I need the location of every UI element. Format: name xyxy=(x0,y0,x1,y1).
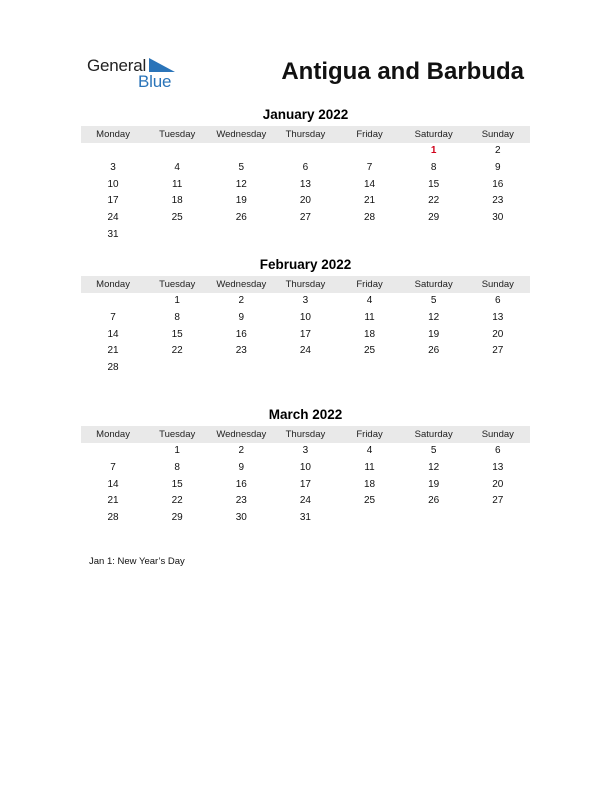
week-row xyxy=(81,193,530,210)
day-cell: 22 xyxy=(171,495,183,507)
day-cell: 9 xyxy=(238,311,245,323)
day-cell xyxy=(273,143,337,160)
day-cell xyxy=(402,227,466,244)
day-cell: 23 xyxy=(235,345,247,357)
day-cell xyxy=(402,360,466,377)
week-row xyxy=(81,293,530,310)
day-cell: 21 xyxy=(107,495,119,507)
week-row xyxy=(81,143,530,160)
day-cell xyxy=(209,360,273,377)
holiday-notes xyxy=(89,556,185,567)
day-cell: 1 xyxy=(174,445,180,456)
day-cell: 9 xyxy=(495,161,501,173)
day-cell: 15 xyxy=(171,328,183,340)
day-cell xyxy=(466,360,530,377)
weekday-header-row xyxy=(81,276,530,293)
weekday-label: Monday xyxy=(96,129,130,140)
day-cell xyxy=(81,293,145,310)
day-cell: 12 xyxy=(428,311,440,323)
day-cell: 19 xyxy=(235,195,247,207)
logo-triangle-icon xyxy=(149,58,175,72)
day-cell: 4 xyxy=(366,295,373,306)
weekday-label: Wednesday xyxy=(216,429,267,440)
weekday-label: Wednesday xyxy=(216,279,267,290)
day-cell xyxy=(466,510,530,527)
page-title: Antigua and Barbuda xyxy=(281,58,524,85)
week-row xyxy=(81,510,530,527)
weekday-label: Sunday xyxy=(481,429,514,440)
weekday-label: Tuesday xyxy=(159,429,196,440)
day-cell: 20 xyxy=(492,328,504,340)
day-cell: 11 xyxy=(364,461,375,473)
week-row xyxy=(81,210,530,227)
day-cell: 5 xyxy=(238,161,245,173)
general-blue-logo xyxy=(87,56,187,92)
day-cell: 14 xyxy=(107,328,119,340)
day-cell: 13 xyxy=(492,461,504,473)
day-cell xyxy=(145,360,209,377)
day-cell: 19 xyxy=(428,478,440,490)
day-cell xyxy=(209,227,273,244)
day-cell: 31 xyxy=(299,512,311,524)
day-cell: 11 xyxy=(171,178,183,190)
week-row xyxy=(81,227,530,244)
day-cell xyxy=(466,227,530,244)
day-cell: 25 xyxy=(364,495,376,507)
day-cell: 23 xyxy=(235,495,247,507)
day-cell: 26 xyxy=(428,345,440,357)
weekday-label: Saturday xyxy=(414,279,453,290)
day-cell: 2 xyxy=(238,445,245,456)
month-title: January 2022 xyxy=(262,107,349,122)
day-cell: 25 xyxy=(364,345,376,357)
day-cell xyxy=(273,227,337,244)
logo-text-blue: Blue xyxy=(138,72,172,91)
day-cell: 10 xyxy=(107,178,119,190)
week-row xyxy=(81,360,530,377)
day-cell: 7 xyxy=(366,161,373,173)
day-cell: 14 xyxy=(107,478,119,490)
weekday-label: Thursday xyxy=(285,279,326,290)
day-cell: 11 xyxy=(364,311,375,323)
weekday-label: Wednesday xyxy=(216,129,267,140)
day-cell: 15 xyxy=(428,178,440,190)
day-cell: 3 xyxy=(302,445,309,456)
holiday-note: Jan 1: New Year’s Day xyxy=(89,556,185,567)
day-cell: 27 xyxy=(492,345,504,357)
day-cell: 22 xyxy=(428,195,440,207)
weekday-label: Saturday xyxy=(414,129,453,140)
day-cell: 30 xyxy=(492,212,504,224)
day-cell: 8 xyxy=(430,161,437,173)
month-calendar xyxy=(81,406,530,527)
day-cell: 16 xyxy=(492,178,504,190)
day-cell: 3 xyxy=(302,295,309,306)
day-cell: 10 xyxy=(299,311,311,323)
day-cell: 17 xyxy=(107,195,119,207)
day-cell: 22 xyxy=(171,345,183,357)
day-cell: 6 xyxy=(495,445,501,456)
day-cell: 28 xyxy=(364,212,376,224)
weekday-label: Friday xyxy=(356,429,383,440)
day-cell: 24 xyxy=(299,345,311,357)
day-cell: 21 xyxy=(107,345,119,357)
day-cell: 5 xyxy=(430,295,437,306)
day-cell: 7 xyxy=(110,461,116,473)
month-title: February 2022 xyxy=(259,257,352,272)
month-calendar xyxy=(81,106,530,244)
day-cell xyxy=(338,360,402,377)
day-cell: 19 xyxy=(428,328,440,340)
day-cell: 30 xyxy=(235,512,247,524)
day-cell: 29 xyxy=(428,212,440,224)
day-cell: 16 xyxy=(235,328,247,340)
month-calendar xyxy=(81,256,530,377)
day-cell: 12 xyxy=(235,178,247,190)
day-cell: 9 xyxy=(238,461,245,473)
day-cell: 26 xyxy=(428,495,440,507)
day-cell: 13 xyxy=(299,178,311,190)
month-title: March 2022 xyxy=(268,407,343,422)
day-cell: 18 xyxy=(364,478,376,490)
weekday-label: Friday xyxy=(356,129,383,140)
logo-text-general: General xyxy=(87,56,147,75)
weekday-header-row xyxy=(81,126,530,143)
day-cell: 2 xyxy=(238,295,245,306)
weekday-label: Thursday xyxy=(285,429,326,440)
week-row xyxy=(81,443,530,460)
day-cell: 28 xyxy=(107,512,119,524)
day-cell: 3 xyxy=(110,161,116,173)
day-cell: 23 xyxy=(492,195,504,207)
day-cell xyxy=(81,443,145,460)
day-cell xyxy=(338,510,402,527)
day-cell: 20 xyxy=(299,195,311,207)
day-cell: 12 xyxy=(428,461,440,473)
day-cell: 27 xyxy=(299,212,311,224)
day-cell: 21 xyxy=(364,195,376,207)
holiday-day-cell: 1 xyxy=(430,145,437,156)
week-row xyxy=(81,343,530,360)
day-cell xyxy=(209,143,273,160)
day-cell: 6 xyxy=(302,161,309,173)
weekday-label: Sunday xyxy=(481,129,514,140)
week-row xyxy=(81,160,530,177)
day-cell: 4 xyxy=(174,161,180,173)
week-row xyxy=(81,493,530,510)
week-row xyxy=(81,460,530,477)
day-cell: 24 xyxy=(299,495,311,507)
day-cell: 7 xyxy=(110,311,116,323)
weekday-label: Tuesday xyxy=(159,129,196,140)
day-cell: 20 xyxy=(492,478,504,490)
day-cell: 2 xyxy=(495,145,501,156)
day-cell xyxy=(338,143,402,160)
day-cell: 17 xyxy=(299,328,311,340)
week-row xyxy=(81,177,530,194)
day-cell: 5 xyxy=(430,445,437,456)
day-cell: 27 xyxy=(492,495,504,507)
day-cell xyxy=(402,510,466,527)
day-cell: 24 xyxy=(107,212,119,224)
day-cell xyxy=(145,227,209,244)
day-cell: 8 xyxy=(174,461,180,473)
day-cell xyxy=(273,360,337,377)
day-cell: 8 xyxy=(174,311,180,323)
weekday-label: Thursday xyxy=(285,129,326,140)
weekday-header-row xyxy=(81,426,530,443)
weekday-label: Friday xyxy=(356,279,383,290)
day-cell: 14 xyxy=(364,178,376,190)
day-cell: 17 xyxy=(299,478,311,490)
week-row xyxy=(81,310,530,327)
day-cell xyxy=(81,143,145,160)
day-cell: 13 xyxy=(492,311,504,323)
day-cell: 26 xyxy=(235,212,247,224)
day-cell: 18 xyxy=(171,195,183,207)
day-cell xyxy=(338,227,402,244)
weekday-label: Monday xyxy=(96,429,130,440)
day-cell: 6 xyxy=(495,295,501,306)
day-cell: 15 xyxy=(171,478,183,490)
day-cell: 29 xyxy=(171,512,183,524)
day-cell: 10 xyxy=(299,461,311,473)
day-cell: 4 xyxy=(366,445,373,456)
day-cell: 16 xyxy=(235,478,247,490)
weekday-label: Tuesday xyxy=(159,279,196,290)
day-cell: 18 xyxy=(364,328,376,340)
day-cell: 1 xyxy=(174,295,180,306)
day-cell: 28 xyxy=(107,362,119,374)
week-row xyxy=(81,477,530,494)
week-row xyxy=(81,327,530,344)
weekday-label: Saturday xyxy=(414,429,453,440)
weekday-label: Sunday xyxy=(481,279,514,290)
day-cell: 31 xyxy=(107,228,119,240)
day-cell xyxy=(145,143,209,160)
weekday-label: Monday xyxy=(96,279,130,290)
day-cell: 25 xyxy=(171,212,183,224)
